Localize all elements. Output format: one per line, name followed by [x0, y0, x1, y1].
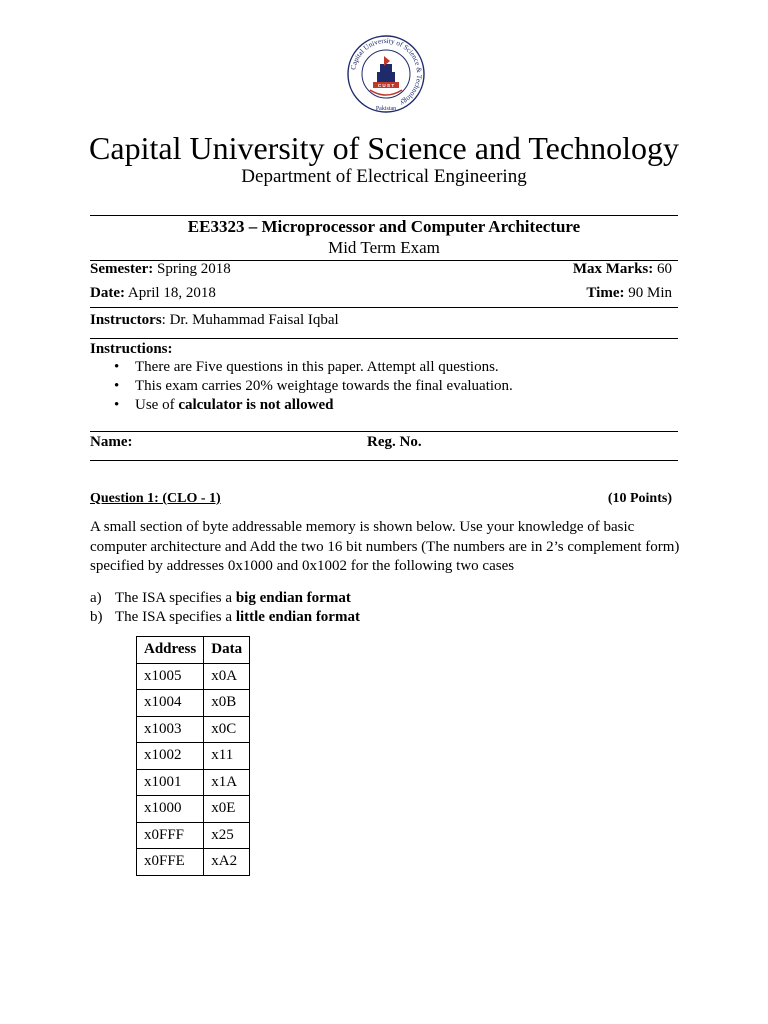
instructions-heading: Instructions:: [90, 341, 173, 357]
address-cell: x1004: [137, 690, 204, 717]
name-label: Name:: [90, 434, 133, 450]
column-header-address: Address: [137, 637, 204, 664]
instruction-prefix: Use of: [135, 397, 175, 413]
max-marks-field: [573, 259, 672, 279]
case-b: [90, 608, 360, 627]
max-marks-value: 60: [657, 261, 672, 277]
memory-table: [136, 636, 250, 876]
table-row: [137, 769, 250, 796]
address-cell: x1001: [137, 769, 204, 796]
question-1-points: (10 Points): [607, 491, 672, 506]
max-marks-label: Max Marks:: [572, 261, 654, 277]
table-row: [137, 822, 250, 849]
case-b-emphasis: little endian format: [235, 609, 360, 625]
instructors-row: [90, 310, 672, 330]
question-1-title: Question 1: (CLO - 1): [90, 491, 221, 506]
case-a-emphasis: big endian format: [235, 590, 351, 606]
divider: [90, 307, 678, 308]
question-1-cases: [90, 589, 360, 627]
data-cell: x0A: [204, 663, 250, 690]
semester-row: [90, 259, 672, 279]
address-cell: x0FFE: [137, 849, 204, 876]
address-cell: x1003: [137, 716, 204, 743]
table-header-row: [137, 637, 250, 664]
address-cell: x1002: [137, 743, 204, 770]
table-row: [137, 663, 250, 690]
exam-type: Mid Term Exam: [328, 238, 440, 257]
university-crest-icon: [346, 34, 426, 114]
data-cell: x0C: [204, 716, 250, 743]
data-cell: x0E: [204, 796, 250, 823]
date-value: April 18, 2018: [127, 285, 216, 301]
case-a: [90, 589, 360, 608]
data-cell: x25: [204, 822, 250, 849]
time-label: Time:: [586, 285, 625, 301]
case-a-prefix: The ISA specifies a: [115, 590, 233, 606]
table-row: [137, 716, 250, 743]
course-title: EE3323 – Microprocessor and Computer Architecture: [187, 217, 581, 236]
reg-no-label: Reg. No.: [367, 434, 422, 450]
address-cell: x1005: [137, 663, 204, 690]
column-header-data: Data: [204, 637, 250, 664]
semester-label: Semester:: [90, 261, 154, 277]
question-1-body: A small section of byte addressable memory is shown below. Use your knowledge of basic computer architecture and Add the two 16 bit numbers (The numbers are in 2’s complement form) specified by addresses 0x1000 and 0x1002 for the following two cases: [90, 519, 680, 574]
university-title: Capital University of Science and Technology: [89, 130, 679, 166]
semester-value: Spring 2018: [157, 261, 231, 277]
crest-badge-text: C U S T: [377, 83, 395, 88]
crest-ring-text: Capital University of Science & Technology: [349, 36, 424, 108]
instruction-item: • There are Five questions in this paper. Attempt all questions.: [90, 358, 680, 377]
time-value: 90 Min: [628, 285, 672, 301]
data-cell: x1A: [204, 769, 250, 796]
address-cell: x1000: [137, 796, 204, 823]
time-field: [586, 283, 672, 303]
case-b-prefix: The ISA specifies a: [115, 609, 233, 625]
instruction-emphasis: calculator is not allowed: [178, 397, 334, 413]
date-field: [90, 283, 216, 303]
table-row: [137, 849, 250, 876]
data-cell: x11: [204, 743, 250, 770]
instructors-label: Instructors: [90, 312, 162, 328]
table-row: [137, 796, 250, 823]
department-name: Department of Electrical Engineering: [241, 166, 527, 187]
data-cell: xA2: [204, 849, 250, 876]
table-row: [137, 743, 250, 770]
semester-field: [90, 259, 231, 279]
divider: [90, 338, 678, 339]
crest-country-text: Pakistan: [375, 106, 397, 112]
divider: [90, 460, 678, 461]
case-a-label: a): [90, 590, 102, 606]
table-row: [137, 690, 250, 717]
date-label: Date:: [90, 285, 125, 301]
case-b-label: b): [90, 609, 103, 625]
date-row: [90, 283, 672, 303]
instruction-item: [90, 396, 680, 415]
instructors-value: : Dr. Muhammad Faisal Iqbal: [161, 312, 339, 328]
address-cell: x0FFF: [137, 822, 204, 849]
instruction-item: • This exam carries 20% weightage towards the final evaluation.: [90, 377, 680, 396]
data-cell: x0B: [204, 690, 250, 717]
instructions-list: [90, 358, 680, 415]
